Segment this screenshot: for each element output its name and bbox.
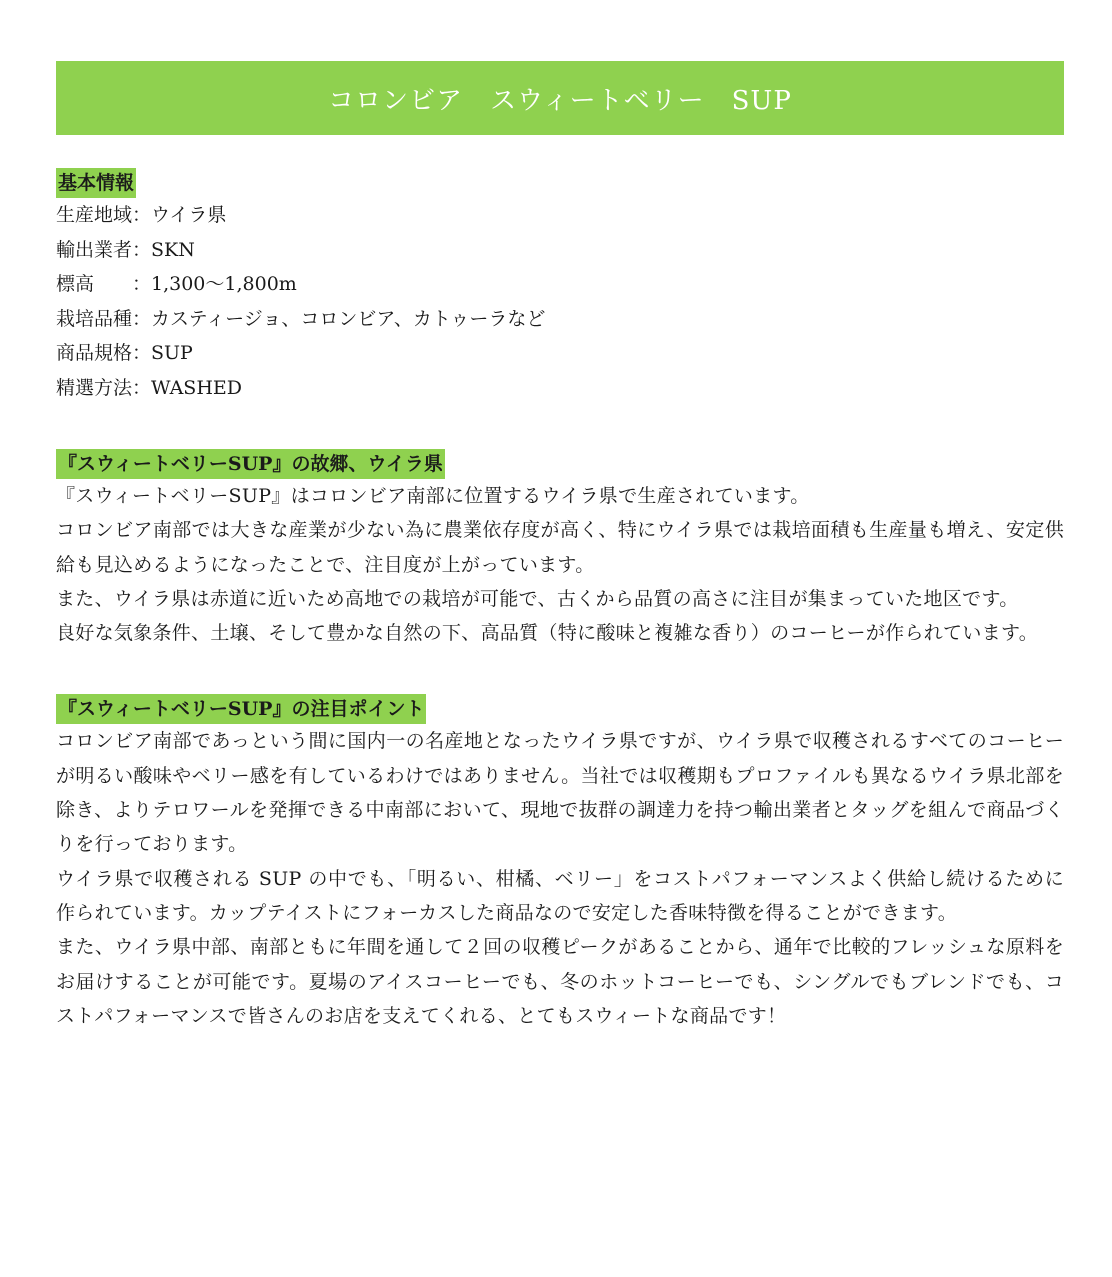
- section-spacer: [56, 405, 1064, 449]
- origin-heading: 『スウィートベリーSUP』の故郷、ウイラ県: [56, 449, 445, 479]
- section-spacer: [56, 650, 1064, 694]
- info-row-region: 生産地域：ウイラ県: [56, 204, 227, 226]
- highlights-section: [56, 694, 1064, 1033]
- highlights-paragraph: また、ウイラ県中部、南部ともに年間を通して２回の収穫ピークがあることから、通年で比較的フレッシュな原料をお届けすることが可能です。夏場のアイスコーヒーでも、冬のホットコーヒーでも、シングルでもブレンドでも、コストパフォーマンスで皆さんのお店を支えてくれる、とてもスウィートな商品です！: [56, 936, 1064, 1027]
- page-title: コロンビア スウィートベリー SUP: [328, 85, 792, 116]
- origin-paragraph: 『スウィートベリーSUP』はコロンビア南部に位置するウイラ県で生産されています。: [56, 485, 810, 507]
- info-row-varieties: 栽培品種：カスティージョ、コロンビア、カトゥーラなど: [56, 307, 546, 330]
- basic-info-heading: 基本情報: [56, 168, 136, 198]
- highlights-heading: 『スウィートベリーSUP』の注目ポイント: [56, 694, 426, 724]
- origin-section: [56, 449, 1064, 650]
- info-row-altitude: 標高 ：1,300〜1,800m: [56, 273, 297, 295]
- origin-paragraph: 良好な気象条件、土壌、そして豊かな自然の下、高品質（特に酸味と複雑な香り）のコーヒーが作られています。: [56, 622, 1039, 645]
- highlights-paragraph: コロンビア南部であっという間に国内一の名産地となったウイラ県ですが、ウイラ県で収穫されるすべてのコーヒーが明るい酸味やベリー感を有しているわけではありません。当社では収穫期もプロファイルも異なるウイラ県北部を除き、よりテロワールを発揮できる中南部において、現地で抜群の調達力を持つ輸出業者とタッグを組んで商品づくりを行っております。: [56, 730, 1064, 856]
- origin-paragraph: コロンビア南部では大きな産業が少ない為に農業依存度が高く、特にウイラ県では栽培面積も生産量も増え、安定供給も見込めるようになったことで、注目度が上がっています。: [56, 519, 1064, 576]
- basic-info-section: [56, 168, 1064, 405]
- highlights-paragraph: ウイラ県で収穫される SUP の中でも、「明るい、柑橘、ベリー」をコストパフォーマンスよく供給し続けるために作られています。カップテイストにフォーカスした商品なので安定した香味特徴を得ることができます。: [56, 867, 1064, 924]
- title-banner: [56, 61, 1064, 135]
- origin-paragraph: また、ウイラ県は赤道に近いため高地での栽培が可能で、古くから品質の高さに注目が集まっていた地区です。: [56, 587, 1019, 610]
- info-row-grade: 商品規格：SUP: [56, 342, 193, 364]
- info-row-process: 精選方法：WASHED: [56, 376, 242, 399]
- info-row-exporter: 輸出業者：SKN: [56, 238, 195, 261]
- main-content: [56, 168, 1064, 1033]
- basic-info-list: [56, 198, 1064, 405]
